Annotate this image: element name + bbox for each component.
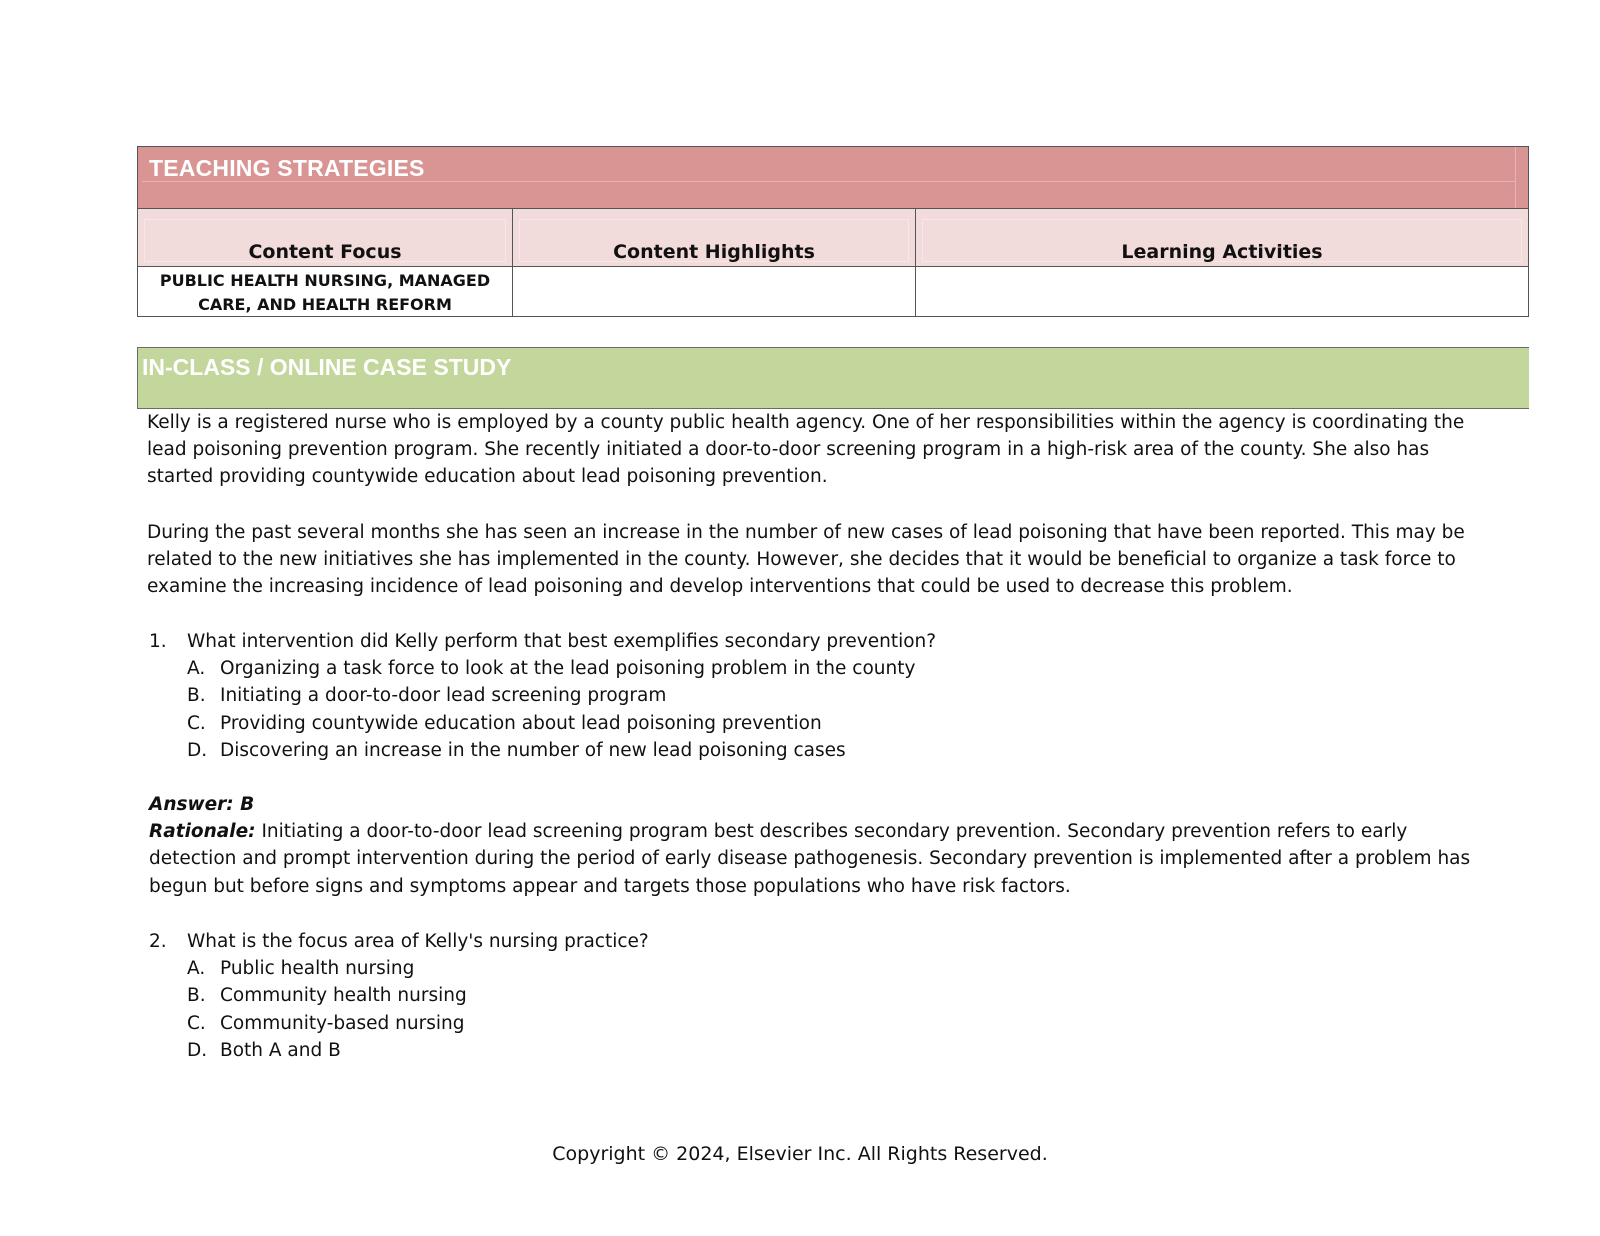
answer-option xyxy=(149,955,649,982)
rationale-label: Rationale: xyxy=(149,821,256,843)
option-letter: B. xyxy=(187,685,206,707)
cell-content-highlights xyxy=(513,267,916,316)
option-letter: A. xyxy=(187,658,206,680)
answer-option xyxy=(149,1010,649,1037)
answer-option xyxy=(149,737,936,764)
option-text: Community health nursing xyxy=(220,985,467,1007)
content-focus-line: CARE, AND HEALTH REFORM xyxy=(198,295,452,314)
table-header-row xyxy=(138,209,1528,267)
answer-block xyxy=(149,791,1479,900)
option-text: Community-based nursing xyxy=(220,1012,465,1034)
question-text: What is the focus area of Kelly's nursing practice? xyxy=(187,931,649,952)
teaching-strategies-title: TEACHING STRATEGIES xyxy=(149,155,425,181)
case-paragraph-2: During the past several months she has seen an increase in the number of new cases of lead poisoning that have been reported. This may be related to the new initiatives she has implemented in the county. However, she decides that it would be beneficial to organize a task force to examine the increasing incidence of lead poisoning and develop interventions that could be used to decrease this problem. xyxy=(147,522,1465,598)
case-study-header xyxy=(137,347,1529,409)
option-text: Providing countywide education about lead poisoning prevention xyxy=(220,712,822,734)
option-text: Organizing a task force to look at the lead poisoning problem in the county xyxy=(220,658,916,680)
content-focus-line: PUBLIC HEALTH NURSING, MANAGED xyxy=(159,271,491,290)
answer-option xyxy=(149,682,936,709)
option-letter: D. xyxy=(187,739,208,761)
answer-option xyxy=(149,655,936,682)
answer-label: Answer: B xyxy=(149,794,255,815)
teaching-strategies-header xyxy=(138,147,1528,209)
case-paragraph-1: Kelly is a registered nurse who is employed by a county public health agency. One of her responsibilities within the agency is coordinating the lead poisoning prevention program. She recently initiated a door-to-door screening program in a high-risk area of the county. She also has started providing countywide education about lead poisoning prevention. xyxy=(147,412,1465,488)
question-number: 2. xyxy=(149,931,167,952)
column-header-content-highlights xyxy=(513,209,916,266)
case-study-title: IN-CLASS / ONLINE CASE STUDY xyxy=(142,354,512,380)
question-text: What intervention did Kelly perform that best exemplifies secondary prevention? xyxy=(187,631,937,652)
option-text: Public health nursing xyxy=(220,958,415,980)
question-1 xyxy=(149,628,936,764)
question-number: 1. xyxy=(149,631,167,652)
answer-option xyxy=(149,1037,649,1064)
column-header-label: Content Highlights xyxy=(613,241,815,263)
option-letter: C. xyxy=(187,712,206,734)
rationale-text: Initiating a door-to-door lead screening program best describes secondary prevention. Secondary prevention refers to early detection and prompt intervention during the period of early disease pathogenesis. Secondary prevention is implemented after a problem has begun but before signs and symptoms appear and targets those populations who have risk factors. xyxy=(149,821,1471,897)
cell-content-focus xyxy=(138,267,513,316)
option-letter: A. xyxy=(187,958,206,980)
table-row xyxy=(138,267,1528,316)
option-letter: B. xyxy=(187,985,206,1007)
copyright-notice: Copyright © 2024, Elsevier Inc. All Rights Reserved. xyxy=(552,1143,1048,1165)
question-2 xyxy=(149,928,649,1064)
answer-option xyxy=(149,710,936,737)
column-header-content-focus xyxy=(138,209,513,266)
column-header-label: Learning Activities xyxy=(1121,241,1323,263)
option-text: Discovering an increase in the number of new lead poisoning cases xyxy=(220,739,846,761)
option-letter: C. xyxy=(187,1012,206,1034)
rationale xyxy=(149,818,1479,900)
answer-option xyxy=(149,982,649,1009)
cell-learning-activities xyxy=(916,267,1528,316)
option-letter: D. xyxy=(187,1039,208,1061)
teaching-strategies-table xyxy=(137,146,1529,317)
column-header-label: Content Focus xyxy=(248,241,402,263)
column-header-learning-activities xyxy=(916,209,1528,266)
content-focus-text xyxy=(138,269,512,317)
option-text: Both A and B xyxy=(220,1039,341,1061)
option-text: Initiating a door-to-door lead screening program xyxy=(220,685,667,707)
